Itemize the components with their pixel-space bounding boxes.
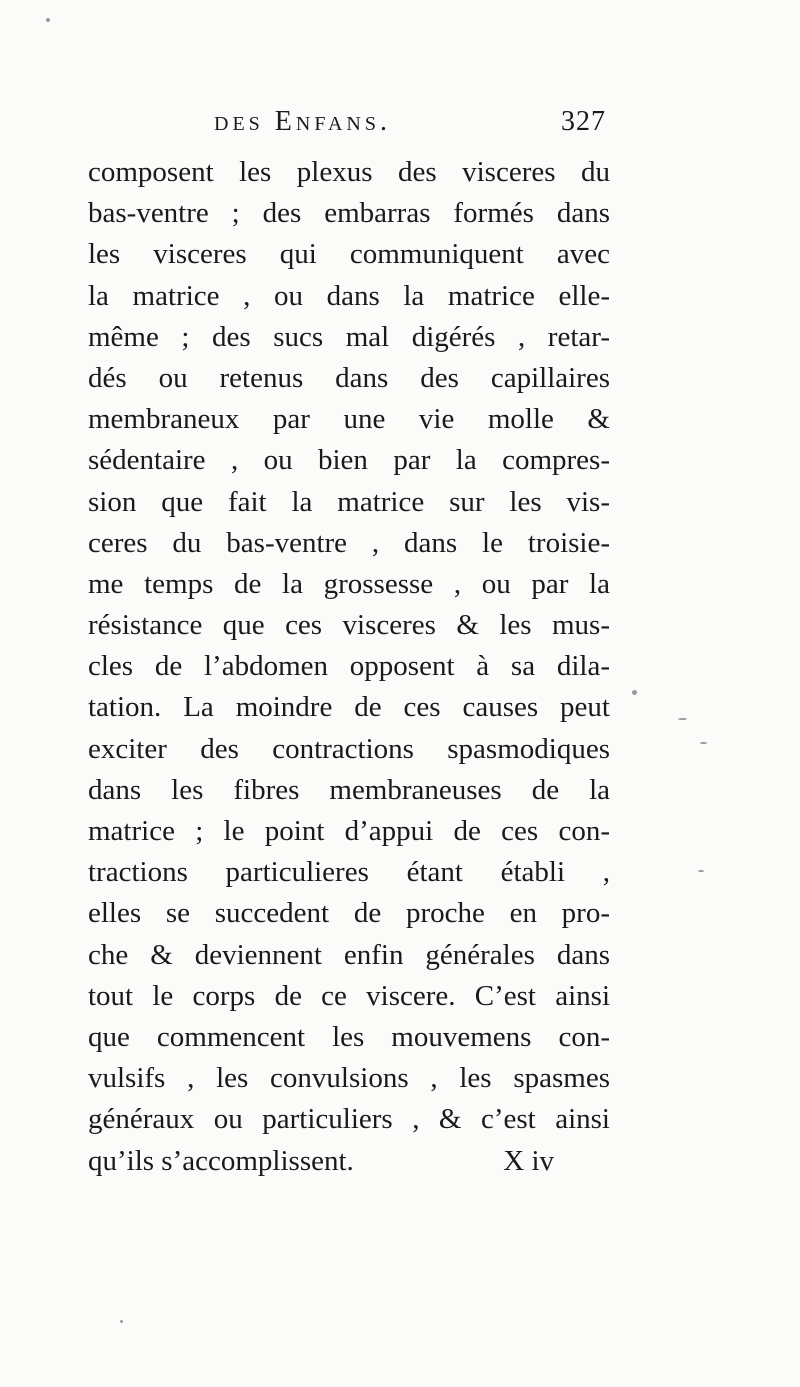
text-line: matrice ; le point d’appui de ces con- — [88, 815, 610, 847]
text-line: sion que fait la matrice sur les vis- — [88, 485, 610, 518]
text-line: dés ou retenus dans des capillaires — [88, 361, 610, 394]
text-line: membraneux par une vie molle & — [88, 403, 610, 436]
text-line: même ; des sucs mal digérés , retar- — [88, 320, 610, 353]
text-line: exciter des contractions spasmodiques — [88, 732, 610, 765]
paper-speck — [632, 690, 637, 695]
paper-speck — [700, 742, 707, 744]
text-line: généraux ou particuliers , & c’est ainsi — [88, 1103, 610, 1136]
text-line: sédentaire , ou bien par la compres- — [88, 444, 610, 477]
text-line: la matrice , ou dans la matrice elle- — [88, 279, 610, 312]
text-line-last: qu’ils s’accomplissent. — [88, 1144, 354, 1177]
text-line: dans les fibres membraneuses de la — [88, 773, 610, 806]
text-line: tractions particulieres étant établi , — [88, 856, 610, 889]
text-line: ceres du bas-ventre , dans le troisie- — [88, 526, 610, 559]
paper-speck — [698, 870, 704, 872]
text-line: che & deviennent enfin générales dans — [88, 938, 610, 971]
running-title: des Enfans. — [214, 106, 391, 137]
text-line: tout le corps de ce viscere. C’est ainsi — [88, 979, 610, 1012]
body-text — [88, 152, 610, 1182]
paper-speck — [678, 718, 687, 720]
last-row — [88, 1141, 610, 1182]
paper-speck — [46, 18, 50, 22]
text-line: composent les plexus des visceres du — [88, 156, 610, 188]
page-number: 327 — [561, 106, 606, 137]
text-line: me temps de la grossesse , ou par la — [88, 567, 610, 600]
page-header — [214, 106, 606, 146]
text-line: que commencent les mouvemens con- — [88, 1020, 610, 1053]
text-line: tation. La moindre de ces causes peut — [88, 691, 610, 724]
catchword: X iv — [503, 1144, 554, 1177]
text-line: bas-ventre ; des embarras formés dans — [88, 197, 610, 230]
text-line: les visceres qui communiquent avec — [88, 238, 610, 271]
text-line: résistance que ces visceres & les mus- — [88, 609, 610, 642]
text-line: cles de l’abdomen opposent à sa dila- — [88, 650, 610, 683]
paper-speck — [120, 1320, 123, 1323]
text-line: vulsifs , les convulsions , les spasmes — [88, 1062, 610, 1095]
text-line: elles se succedent de proche en pro- — [88, 897, 610, 930]
